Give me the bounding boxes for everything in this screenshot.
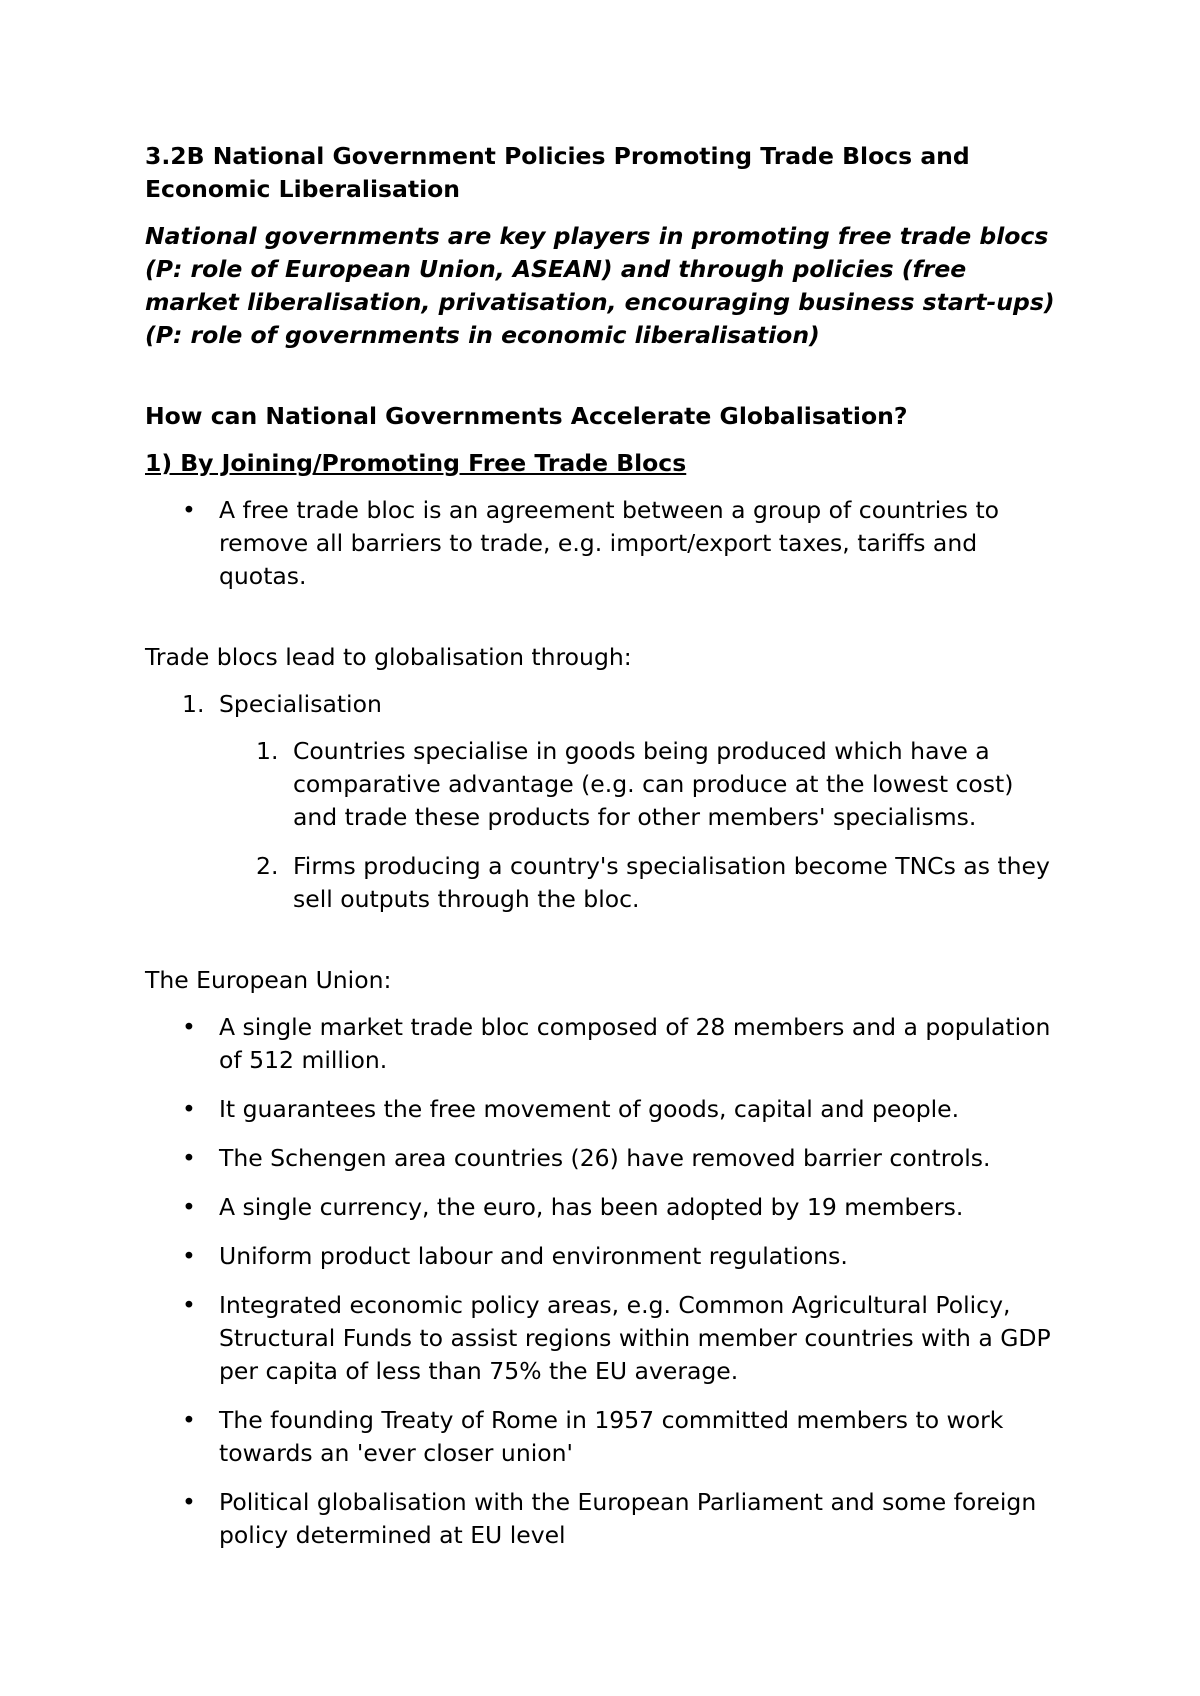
globalisation-mechanisms-list	[145, 688, 1065, 916]
specialisation-sublist	[219, 735, 1065, 916]
list-item-text: It guarantees the free movement of goods, capital and people.	[219, 1095, 960, 1123]
bullet-icon: •	[182, 1144, 196, 1172]
bullet-icon: •	[182, 1193, 196, 1221]
list-item-text: Uniform product labour and environment regulations.	[219, 1242, 848, 1270]
list-item	[145, 1191, 1065, 1224]
list-item-text: The Schengen area countries (26) have removed barrier controls.	[219, 1144, 991, 1172]
eu-facts-list	[145, 1011, 1065, 1552]
bullet-icon: •	[182, 1095, 196, 1123]
document-title: 3.2B National Government Policies Promoting Trade Blocs and Economic Liberalisation	[145, 142, 970, 203]
section-heading-trade-blocs: 1) By Joining/Promoting Free Trade Blocs	[145, 449, 687, 477]
list-item	[145, 1289, 1065, 1388]
sublist-item	[219, 850, 1065, 916]
free-trade-bloc-list	[145, 494, 1065, 593]
list-item-text: A free trade bloc is an agreement between a group of countries to remove all barriers to trade, e.g. import/export taxes, tariffs and quotas.	[219, 496, 1000, 590]
bullet-icon: •	[182, 1291, 196, 1319]
list-item	[145, 1011, 1065, 1077]
list-item	[145, 1093, 1065, 1126]
sublist-item-text: Countries specialise in goods being produced which have a comparative advantage (e.g. can produce at the lowest cost) and trade these products for other members' specialisms.	[293, 737, 1014, 831]
bullet-icon: •	[182, 1488, 196, 1516]
sublist-item	[219, 735, 1065, 834]
list-item	[145, 1142, 1065, 1175]
list-item	[145, 494, 1065, 593]
intro-paragraph: National governments are key players in promoting free trade blocs (P: role of European Union, ASEAN) and through policies (free market liberalisation, privatisation, encouraging business start-ups) (P: role of governments in economic liberalisation)	[145, 222, 1055, 349]
sublist-item-text: Firms producing a country's specialisation become TNCs as they sell outputs through the bloc.	[293, 852, 1050, 913]
eu-lead: The European Union:	[145, 966, 392, 994]
list-item-label: Specialisation	[219, 690, 382, 718]
list-item-text: Political globalisation with the European Parliament and some foreign policy determined at EU level	[219, 1488, 1037, 1549]
list-item	[145, 1486, 1065, 1552]
bullet-icon: •	[182, 496, 196, 524]
list-number: 1.	[256, 737, 279, 765]
list-item	[145, 688, 1065, 916]
bullet-icon: •	[182, 1406, 196, 1434]
list-item-text: Integrated economic policy areas, e.g. Common Agricultural Policy, Structural Funds to assist regions within member countries with a GDP per capita of less than 75% the EU average.	[219, 1291, 1051, 1385]
list-item-text: A single currency, the euro, has been adopted by 19 members.	[219, 1193, 964, 1221]
list-item-text: A single market trade bloc composed of 28 members and a population of 512 million.	[219, 1013, 1051, 1074]
document-body	[145, 140, 1065, 1568]
trade-blocs-lead: Trade blocs lead to globalisation through:	[145, 643, 632, 671]
list-number: 1.	[182, 690, 205, 718]
bullet-icon: •	[182, 1013, 196, 1041]
bullet-icon: •	[182, 1242, 196, 1270]
list-item	[145, 1404, 1065, 1470]
list-number: 2.	[256, 852, 279, 880]
list-item-text: The founding Treaty of Rome in 1957 committed members to work towards an 'ever closer union'	[219, 1406, 1004, 1467]
question-heading: How can National Governments Accelerate Globalisation?	[145, 402, 908, 430]
list-item	[145, 1240, 1065, 1273]
